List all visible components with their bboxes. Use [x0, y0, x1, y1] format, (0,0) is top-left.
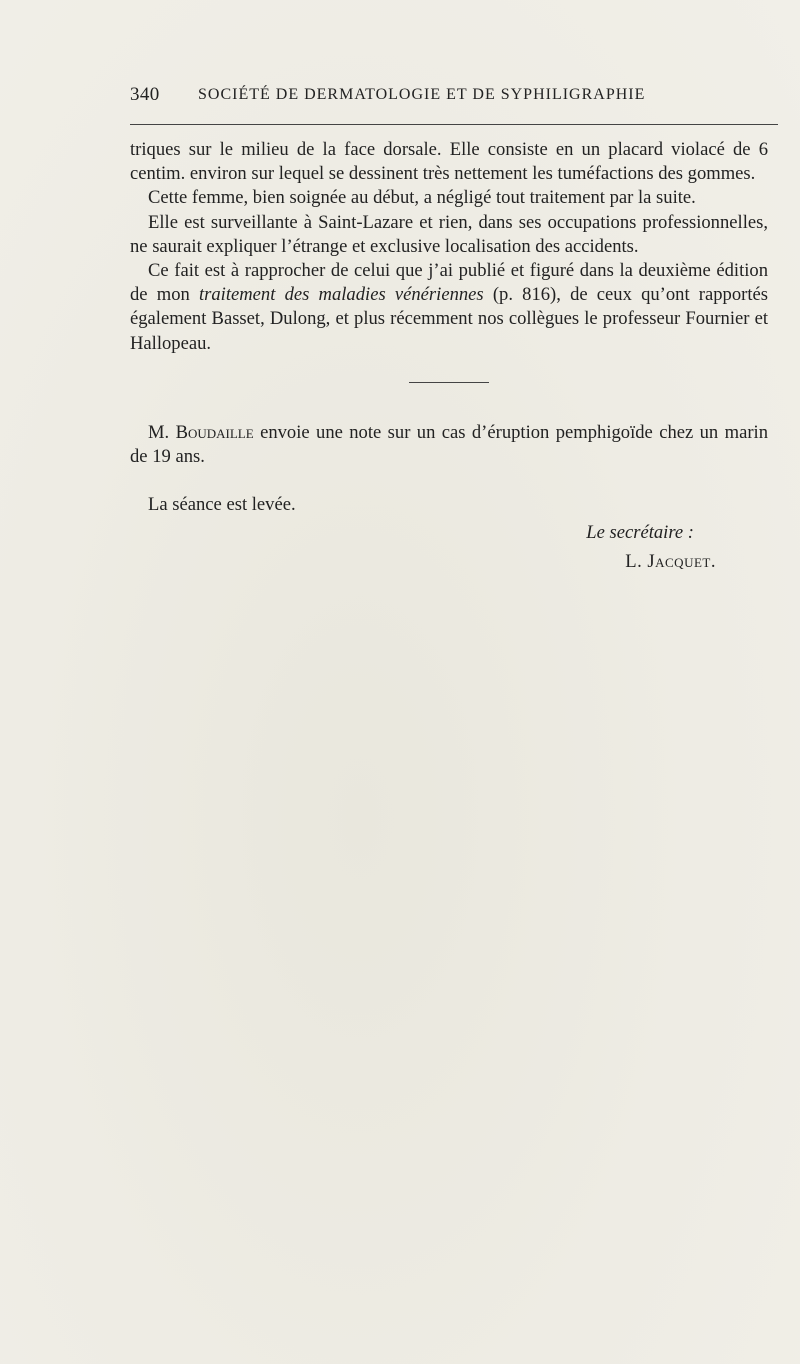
note-author: Boudaille	[175, 421, 254, 443]
signature-label: Le secrétaire :	[586, 522, 694, 544]
page-number: 340	[130, 84, 160, 105]
paragraph-3: Elle est surveillante à Saint-Lazare et rien, dans ses occupations professionnelles, ne saurait expliquer l’étrange et exclusive localisation des accidents.	[130, 211, 768, 257]
note-prefix: M.	[148, 421, 176, 443]
header-rule	[130, 124, 778, 125]
paragraph-4	[130, 259, 768, 356]
book-title: traitement des maladies vénériennes	[198, 284, 484, 306]
section-separator	[409, 382, 489, 383]
body-text	[130, 138, 768, 574]
signature-surname: Jacquet.	[647, 550, 716, 572]
paragraph-4-text-after: (p. 816), de ceux qu’ont rapportés également Basset, Dulong, et plus récemment nos collègues le professeur Fournier et Hallopeau.	[130, 284, 768, 354]
note-text: envoie une note sur un cas d’éruption pemphigoïde chez un marin de 19 ans.	[130, 421, 768, 468]
paragraph-2: Cette femme, bien soignée au début, a négligé tout traitement par la suite.	[148, 187, 696, 209]
signature-name	[130, 550, 768, 574]
paragraph-4-text-before: Ce fait est à rapprocher de celui que j’ai publié et figuré dans la deuxième édition de mon	[130, 260, 768, 306]
note-paragraph	[130, 421, 768, 469]
signature-initial: L.	[625, 550, 648, 572]
paragraph-1: triques sur le milieu de la face dorsale. Elle consiste en un placard violacé de 6 centim. environ sur lequel se dessinent très nettement les tuméfactions des gommes.	[130, 139, 768, 185]
running-head-title: SOCIÉTÉ DE DERMATOLOGIE ET DE SYPHILIGRAPHIE	[198, 86, 646, 103]
running-head	[130, 84, 778, 110]
closing-line: La séance est levée.	[148, 494, 296, 516]
